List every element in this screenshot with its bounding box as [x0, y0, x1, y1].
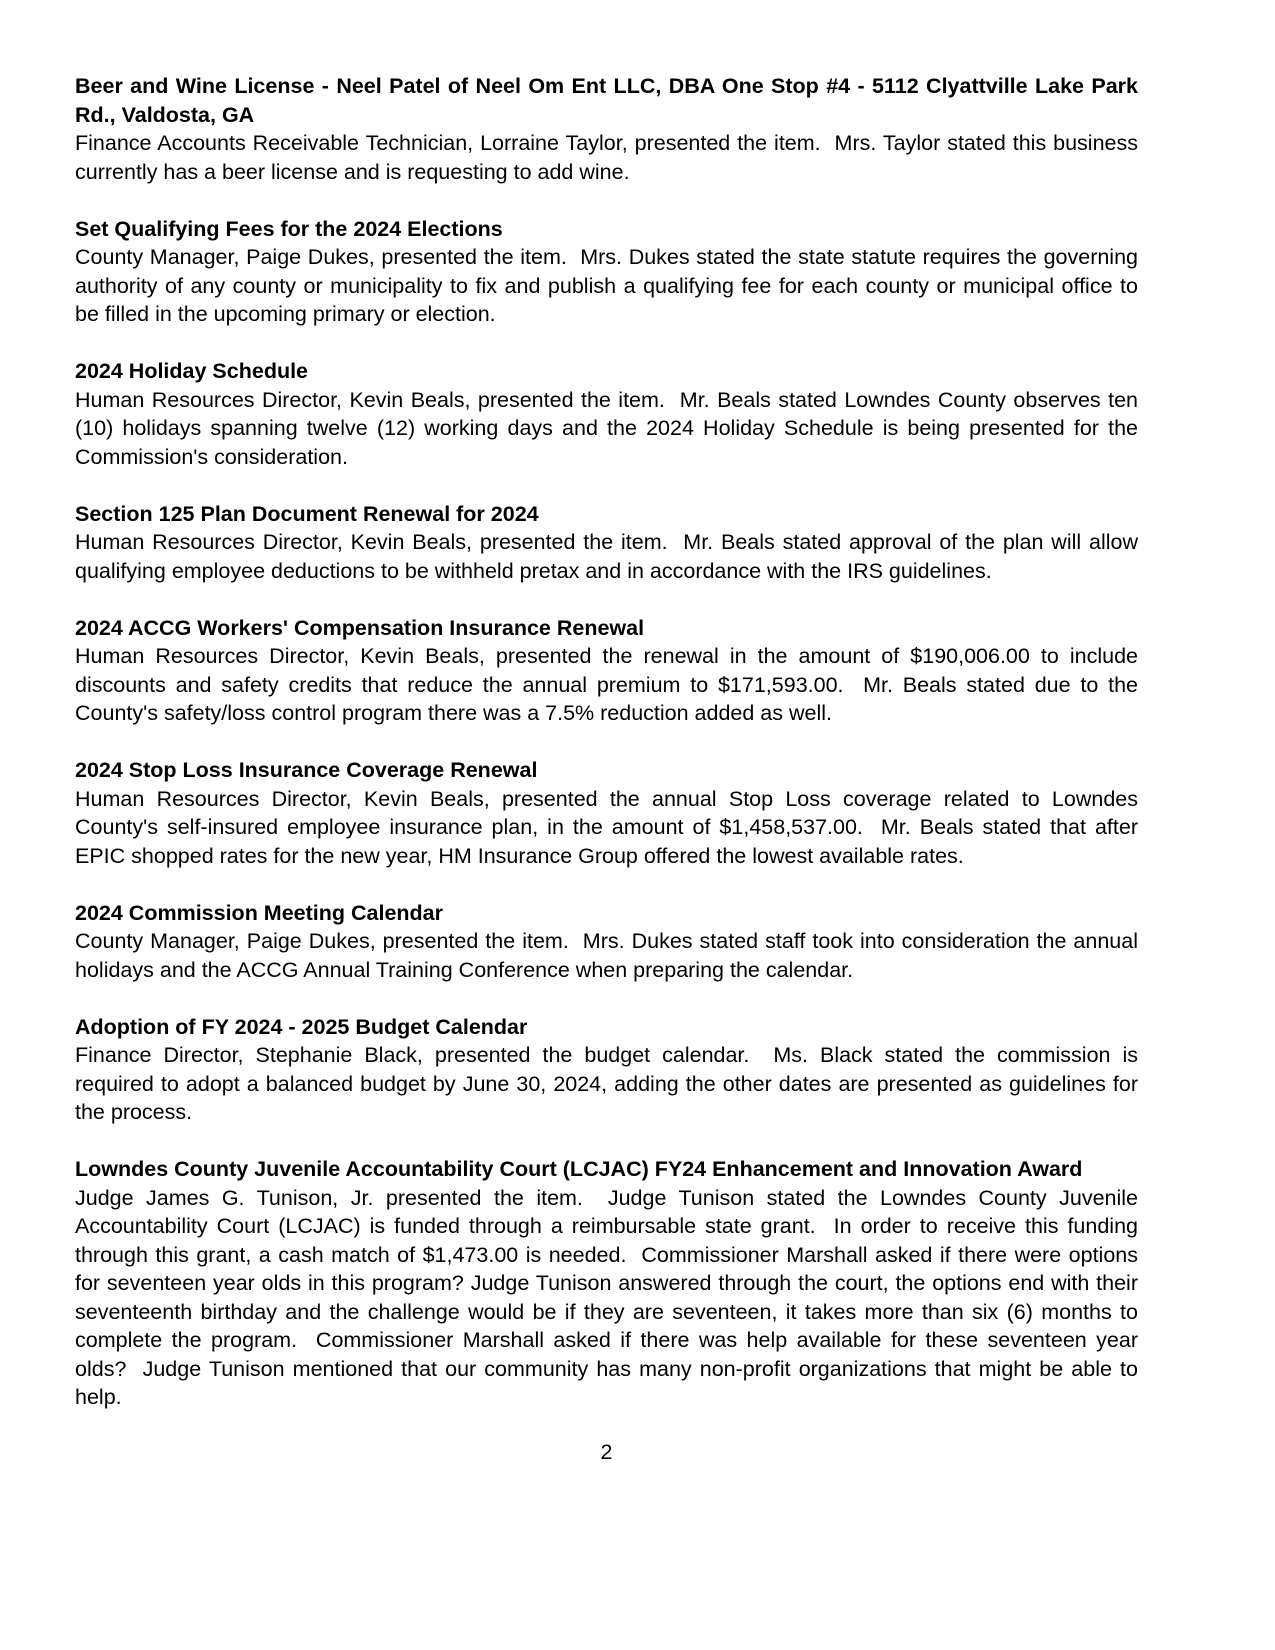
- section-body: County Manager, Paige Dukes, presented the item. Mrs. Dukes stated staff took into consideration the annual holidays and the ACCG Annual Training Conference when preparing the calendar.: [75, 929, 1144, 982]
- section-holiday-schedule: [75, 357, 1144, 471]
- document-page: [75, 72, 1144, 1466]
- section-body: Human Resources Director, Kevin Beals, presented the annual Stop Loss coverage related to Lowndes County's self-insured employee insurance plan, in the amount of $1,458,537.00. Mr. Beals stated that after EPIC shopped rates for the new year, HM Insurance Group offered the lowest available rates.: [75, 786, 1144, 868]
- section-heading: Beer and Wine License - Neel Patel of Neel Om Ent LLC, DBA One Stop #4 - 5112 Clyattville Lake Park Rd., Valdosta, GA: [75, 74, 1138, 127]
- section-heading: 2024 ACCG Workers' Compensation Insurance Renewal: [75, 615, 645, 640]
- section-meeting-calendar: [75, 899, 1144, 985]
- section-lcjac-award: [75, 1155, 1144, 1412]
- section-body: Human Resources Director, Kevin Beals, presented the item. Mr. Beals stated approval of the plan will allow qualifying employee deductions to be withheld pretax and in accordance with the IRS guidelines.: [75, 530, 1144, 583]
- section-heading: Lowndes County Juvenile Accountability Court (LCJAC) FY24 Enhancement and Innovation Award: [75, 1157, 1083, 1181]
- section-beer-wine-license: [75, 72, 1144, 186]
- section-body: Human Resources Director, Kevin Beals, presented the item. Mr. Beals stated Lowndes County observes ten (10) holidays spanning twelve (12) working days and the 2024 Holiday Schedule is being presented for the Commission's consideration.: [75, 387, 1144, 469]
- section-stop-loss-renewal: [75, 756, 1144, 870]
- section-body: Judge James G. Tunison, Jr. presented the item. Judge Tunison stated the Lowndes County Juvenile Accountability Court (LCJAC) is funded through a reimbursable state grant. In order to receive this funding through this grant, a cash match of $1,473.00 is needed. Commissioner Marshall asked if there were options for seventeen year olds in this program? Judge Tunison answered through the court, the options end with their seventeenth birthday and the challenge would be if they are seventeen, it takes more than six (6) months to complete the program. Commissioner Marshall asked if there was help available for these seventeen year olds? Judge Tunison mentioned that our community has many non-profit organizations that might be able to help.: [75, 1185, 1144, 1409]
- section-body: Human Resources Director, Kevin Beals, presented the renewal in the amount of $190,006.00 to include discounts and safety credits that reduce the annual premium to $171,593.00. Mr. Beals stated due to the County's safety/loss control program there was a 7.5% reduction added as well.: [75, 644, 1144, 725]
- section-heading: 2024 Commission Meeting Calendar: [75, 900, 443, 925]
- page-number: 2: [600, 1439, 613, 1464]
- section-body: County Manager, Paige Dukes, presented the item. Mrs. Dukes stated the state statute requires the governing authority of any county or municipality to fix and publish a qualifying fee for each county or municipal office to be filled in the upcoming primary or election.: [75, 245, 1144, 326]
- section-heading: Set Qualifying Fees for the 2024 Elections: [75, 216, 503, 241]
- section-heading: Adoption of FY 2024 - 2025 Budget Calendar: [75, 1014, 528, 1039]
- section-125-plan-renewal: [75, 500, 1144, 586]
- section-body: Finance Accounts Receivable Technician, Lorraine Taylor, presented the item. Mrs. Taylor stated this business currently has a beer license and is requesting to add wine.: [75, 131, 1144, 184]
- section-body: Finance Director, Stephanie Black, presented the budget calendar. Ms. Black stated the commission is required to adopt a balanced budget by June 30, 2024, adding the other dates are presented as guidelines for the process.: [75, 1043, 1144, 1124]
- section-workers-comp-renewal: [75, 614, 1144, 728]
- section-heading: Section 125 Plan Document Renewal for 2024: [75, 501, 539, 526]
- section-heading: 2024 Holiday Schedule: [75, 359, 309, 383]
- section-qualifying-fees: [75, 215, 1144, 329]
- section-heading: 2024 Stop Loss Insurance Coverage Renewal: [75, 758, 538, 782]
- section-budget-calendar: [75, 1013, 1144, 1127]
